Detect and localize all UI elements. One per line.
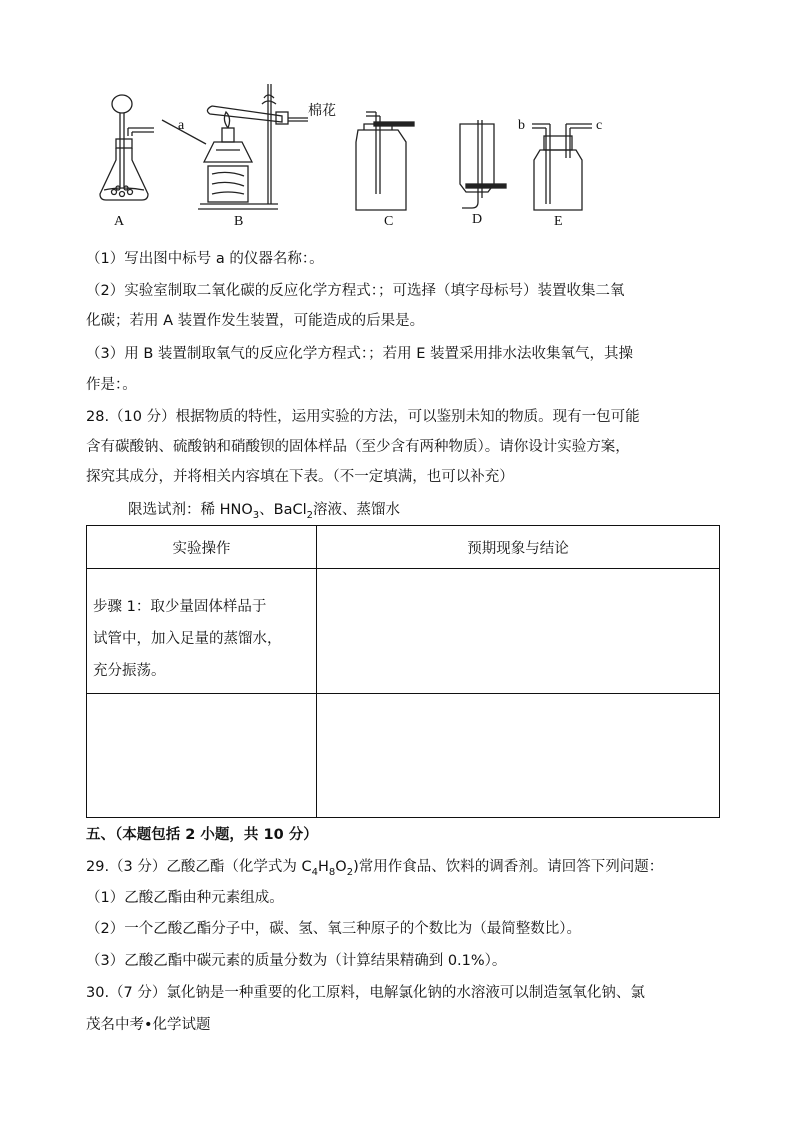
- q28-line3: 探究其成分，并将相关内容填在下表。（不一定填满，也可以补充）: [86, 469, 514, 485]
- experiment-table: [86, 525, 720, 818]
- label-c-lower: c: [596, 118, 603, 133]
- footer-text: 茂名中考•化学试题: [86, 1017, 211, 1033]
- q29-part2: （2）一个乙酸乙酯分子中，碳、氢、氧三种原子的个数比为（最简整数比）。: [86, 921, 581, 937]
- step1-result-cell[interactable]: [317, 569, 720, 694]
- label-b-upper: B: [234, 214, 244, 229]
- label-e-upper: E: [554, 214, 563, 229]
- step1-cell: [87, 569, 317, 694]
- q27-part1: （1）写出图中标号 a 的仪器名称：。: [86, 251, 324, 267]
- header-phenomenon: 预期现象与结论: [317, 526, 720, 569]
- q27-part2-line1: （2）实验室制取二氧化碳的反应化学方程式：；可选择（填字母标号）装置收集二氧: [86, 283, 625, 299]
- label-b-lower: b: [518, 118, 525, 133]
- section5-title: 五、（本题包括 2 小题，共 10 分）: [86, 827, 318, 843]
- apparatus-e-bottle: [532, 124, 592, 210]
- q27-part2-line2: 化碳；若用 A 装置作发生装置，可能造成的后果是。: [86, 313, 425, 329]
- label-c-upper: C: [384, 214, 394, 229]
- q29-part3: （3）乙酸乙酯中碳元素的质量分数为（计算结果精确到 0.1%）。: [86, 953, 507, 969]
- q27-part3-line1: （3）用 B 装置制取氧气的反应化学方程式：；若用 E 装置采用排水法收集氧气，其操: [86, 346, 634, 362]
- q28-line1: 28.（10 分）根据物质的特性，运用实验的方法，可以鉴别未知的物质。现有一包可能: [86, 409, 640, 425]
- apparatus-figure: [92, 84, 652, 234]
- label-a-lower: a: [178, 118, 185, 133]
- step2-result-cell[interactable]: [317, 694, 720, 818]
- table-row: [87, 569, 720, 694]
- q29-intro: 29.（3 分）乙酸乙酯（化学式为 $C_4H_8O_2$)常用作食品、饮料的调香剂。请回答下列问题：: [86, 859, 664, 878]
- table-header-row: [87, 526, 720, 569]
- apparatus-a-flask: [100, 95, 154, 200]
- label-a-upper: A: [114, 214, 125, 229]
- step1-line3: 充分振荡。: [93, 663, 166, 679]
- q28-line2: 含有碳酸钠、硫酸钠和硝酸钡的固体样品（至少含有两种物质）。请你设计实验方案，: [86, 439, 630, 455]
- label-cotton: 棉花: [308, 103, 336, 119]
- q30-line1: 30.（7 分）氯化钠是一种重要的化工原料，电解氯化钠的水溶液可以制造氢氧化钠、氯: [86, 985, 645, 1001]
- step2-cell[interactable]: [87, 694, 317, 818]
- apparatus-d-bottle: [460, 120, 506, 208]
- step1-line2: 试管中，加入足量的蒸馏水，: [93, 631, 282, 647]
- q27-part3-line2: 作是：。: [86, 377, 137, 393]
- step1-line1: 步骤 1：取少量固体样品于: [93, 599, 267, 615]
- header-operation: 实验操作: [87, 526, 317, 569]
- apparatus-b-heating: [162, 84, 308, 209]
- table-row: [87, 694, 720, 818]
- apparatus-c-bottle: [356, 112, 414, 210]
- q29-part1: （1）乙酸乙酯由种元素组成。: [86, 890, 284, 906]
- q28-reagents: 限选试剂：稀 $HNO_3$、BaCl$_2$溶液、蒸馏水: [128, 502, 401, 521]
- label-d-upper: D: [472, 212, 483, 227]
